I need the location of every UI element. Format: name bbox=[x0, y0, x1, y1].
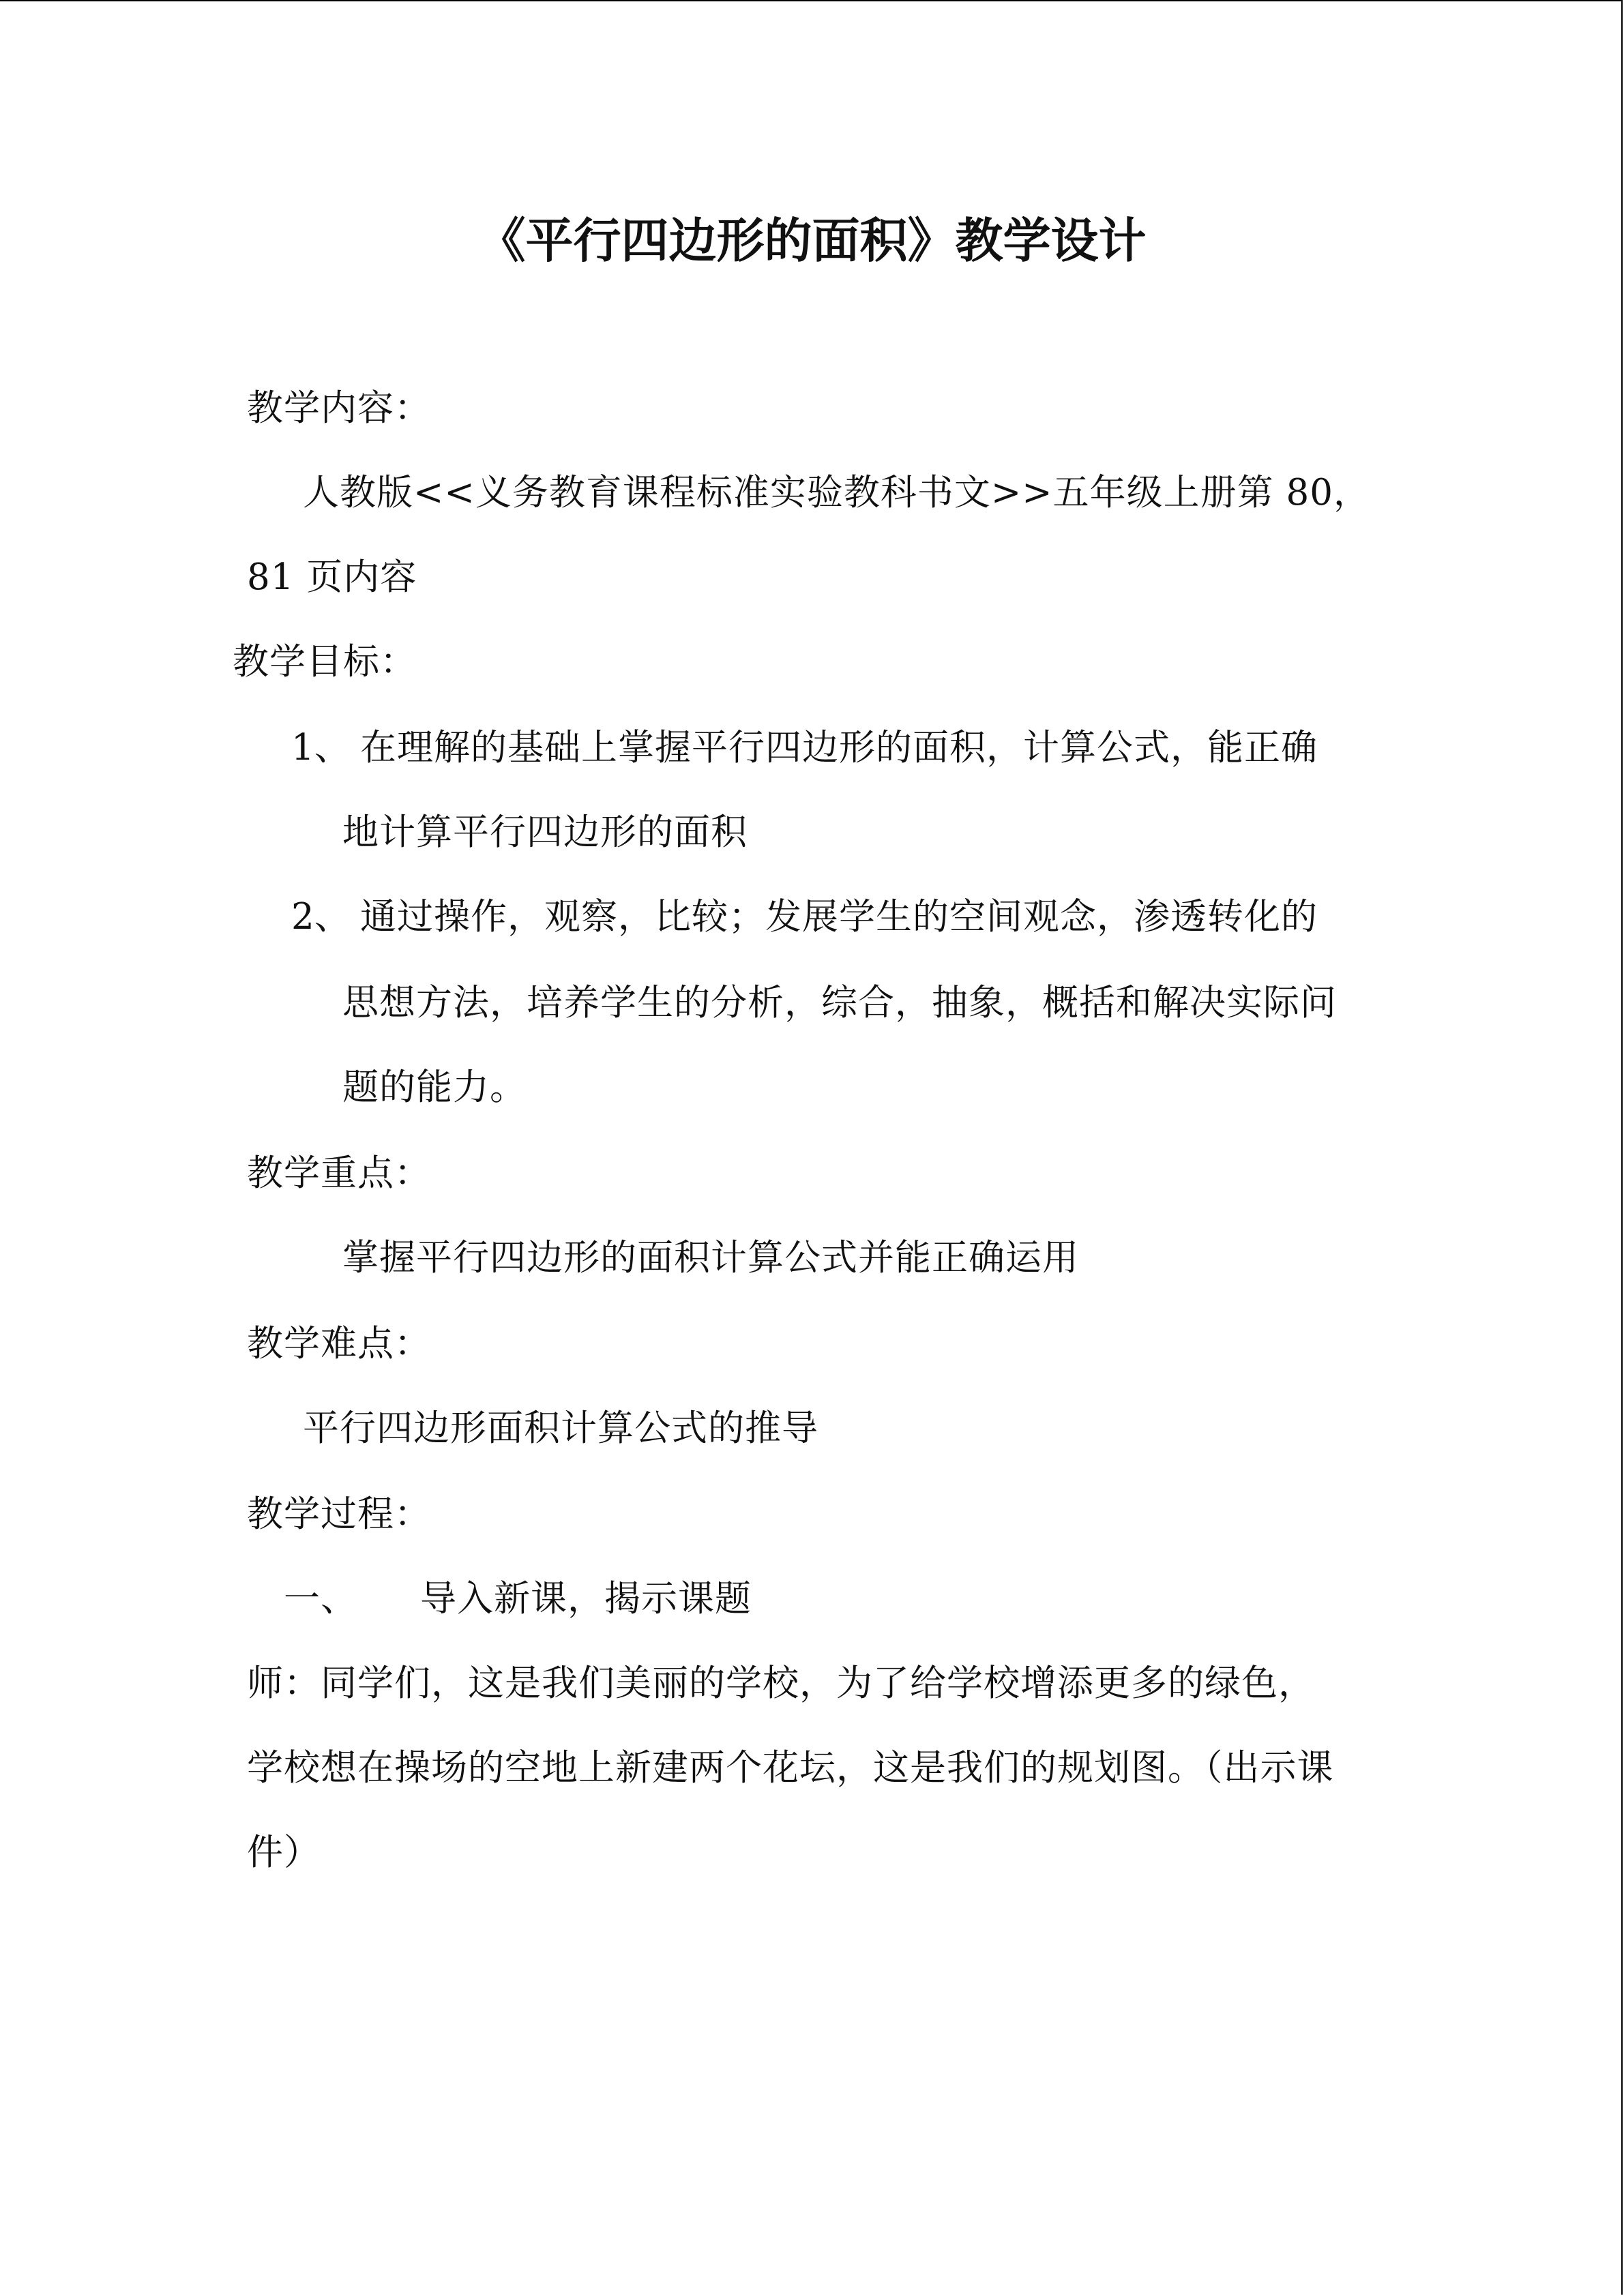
document-title: 《平行四边形的面积》教学设计 bbox=[477, 213, 1147, 269]
content-text-line2: 81 页内容 bbox=[247, 556, 417, 598]
goal-1-line2: 地计算平行四边形的面积 bbox=[342, 811, 748, 853]
content-text-line1: 人教版<<义务教育课程标准实验教科书文>>五年级上册第 80， bbox=[303, 472, 1370, 513]
content-label: 教学内容： bbox=[247, 387, 431, 429]
goal-1-number: 1、 bbox=[291, 727, 351, 769]
key-point-text: 掌握平行四边形的面积计算公式并能正确运用 bbox=[342, 1237, 1079, 1279]
goals-label: 教学目标： bbox=[233, 641, 417, 683]
teacher-speech-line2: 学校想在操场的空地上新建两个花坛，这是我们的规划图。（出示课 bbox=[247, 1747, 1334, 1789]
teacher-speech-line3: 件） bbox=[247, 1832, 321, 1873]
goal-2-line1: 通过操作，观察，比较；发展学生的空间观念，渗透转化的 bbox=[360, 896, 1318, 938]
key-point-label: 教学重点： bbox=[247, 1152, 431, 1194]
goal-2-line3: 题的能力。 bbox=[342, 1067, 527, 1108]
difficulty-label: 教学难点： bbox=[247, 1323, 431, 1365]
difficulty-text: 平行四边形面积计算公式的推导 bbox=[303, 1407, 818, 1449]
teacher-speech-line1: 师：同学们，这是我们美丽的学校，为了给学校增添更多的绿色， bbox=[247, 1663, 1315, 1704]
process-label: 教学过程： bbox=[247, 1493, 431, 1535]
section-1-number: 一、 bbox=[284, 1578, 357, 1620]
goal-2-number: 2、 bbox=[291, 896, 351, 938]
goal-2-line2: 思想方法，培养学生的分析，综合，抽象，概括和解决实际问 bbox=[342, 982, 1337, 1024]
section-1-title: 导入新课，揭示课题 bbox=[420, 1578, 752, 1620]
goal-1-line1: 在理解的基础上掌握平行四边形的面积，计算公式，能正确 bbox=[360, 727, 1318, 769]
